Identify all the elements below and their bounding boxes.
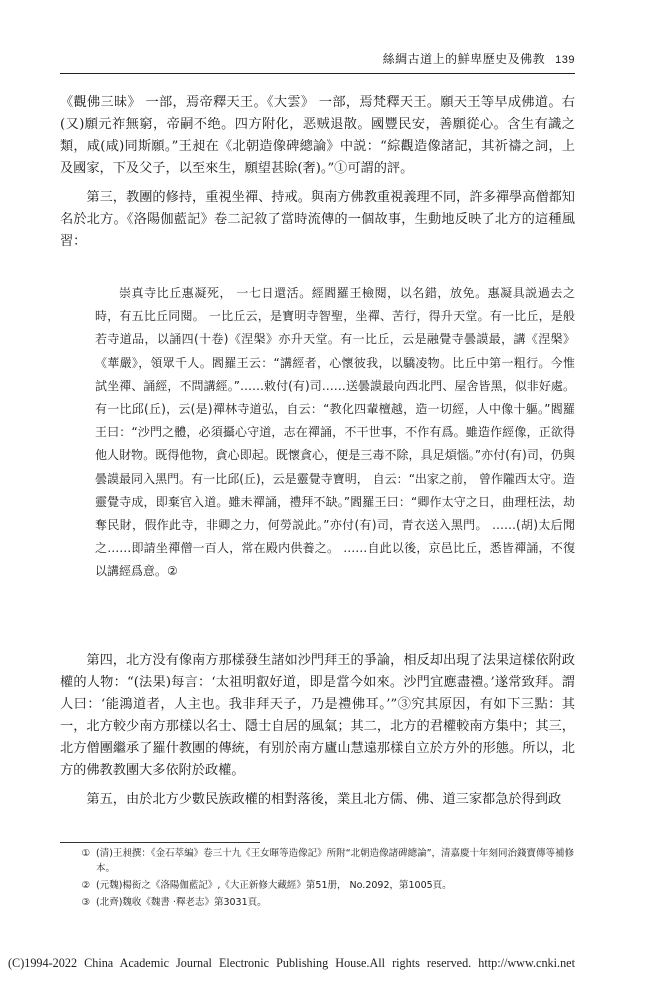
running-header	[60, 50, 575, 74]
footnote-divider	[60, 842, 260, 843]
paragraph-continuation: 《觀佛三昧》 一部，焉帝釋天王。《大雲》 一部，焉梵釋天王。願天王等早成佛道。右(又)願元祚無窮，帝嗣不绝。四方附化，恶贼退散。國豐民安，善願從心。含生有識之類，咸(咸)同斯願。”王昶在《北朝造像碑總論》中説：“綜觀造像諸記，其祈禱之詞，上及國家，下及父子，以至來生，願望甚賒(奢)。”①可謂的評。	[60, 95, 575, 176]
footnote	[60, 895, 575, 910]
footnote-text: (北齊)魏收《魏書 ·釋老志》第3031頁。	[96, 897, 267, 908]
copyright-line: (C)1994-2022 China Academic Journal Electronic Publishing House.All rights reserved. http://www.cnki.net	[8, 956, 575, 970]
paragraph-fifth-point: 第五，由於北方少數民族政權的相對落後，業且北方儒、佛、道三家都急於得到政	[86, 792, 562, 807]
page-number: 139	[555, 54, 575, 66]
footnote-mark: ②	[81, 880, 90, 891]
paragraph-fourth-point: 第四，北方没有像南方那樣發生諸如沙門拜王的爭論，相反却出現了法果這樣依附政權的人物：“(法果)每言：‘太祖明叡好道，即是當今如來。沙門宜應盡禮。’遂常致拜。謂人曰：‘能鴻道者，人主也。我非拜天子，乃是禮佛耳。’”③究其原因，有如下三點：其一，北方較少南方那樣以名士、隱士自居的風氣；其二，北方的君權較南方集中；其三，北方僧團繼承了羅什教團的傳統，有别於南方廬山慧遠那樣自立於方外的形態。所以，北方的佛教教團大多依附於政權。	[60, 653, 575, 778]
footnote-mark: ③	[81, 897, 90, 908]
block-quote	[95, 282, 575, 584]
body-text-bottom	[60, 650, 575, 818]
footnotes	[60, 846, 575, 912]
footnote-mark: ①	[81, 848, 90, 859]
footnote-text: (清)王昶撰：《金石萃編》卷三十九《王女暉等造像記》所附“北朝造像諸碑總論”，清嘉慶十年刻同治錢寶傳等補修本。	[96, 848, 575, 874]
quote-text: 崇真寺比丘惠凝死， 一七日還活。經閻羅王檢閱，以名錯，放免。惠凝具説過去之時，有五比丘同閱。 一比丘云，是寶明寺智聖，坐禪、苦行，得升天堂。有一比丘，是般若寺道品，以誦四(十卷)《涅槃》亦升天堂。有一比丘，云是融覺寺曇謨最，講《涅槃》《華嚴》，領眾千人。閻羅王云：“講經者，心懷彼我，以驕凌物。比丘中第一粗行。今惟試坐禪、誦經，不問講經。”……敕付(有)司……送曇謨最向西北門、屋舍皆黑，似非好處。有一比邱(丘)，云(是)禪林寺道弘，自云：“教化四輩檀越，造一切經，人中像十軀。”閻羅王曰：“沙門之體，必須攝心守道，志在禪誦，不干世事，不作有爲。雖造作經像，正欲得他人財物。既得他物，貪心即起。既懷貪心，便是三毒不除，具足煩惱。”亦付(有)司，仍與曇謨最同入黑門。有一比邱(丘)，云是靈覺寺寶明， 自云：“出家之前， 曾作隴西太守。造靈覺寺成，即棄官入道。雖未禪誦，禮拜不缺。”閻羅王曰：“卿作太守之日，曲理枉法，劫奪民財，假作此寺，非卿之力，何勞説此。”亦付(有)司，青衣送入黑門。 ……(胡)太后聞之……即請坐禪僧一百人，常在殿内供養之。 ……自此以後，京邑比丘，悉皆禪誦，不復以講經爲意。②	[95, 286, 575, 579]
footnote	[60, 846, 575, 876]
body-text-top	[60, 92, 575, 260]
footnote-text: (元魏)楊衒之《洛陽伽藍記》,《大正新修大藏經》第51册， No.2092，第1005頁。	[96, 880, 452, 891]
running-title: 絲綢古道上的鮮卑歷史及佛教	[382, 52, 546, 66]
footnote	[60, 878, 575, 893]
paragraph-third-point: 第三，教團的修持，重視坐禪、持戒。與南方佛教重視義理不同，許多禪學高僧都知名於北方。《洛陽伽藍記》卷二記敘了當時流傳的一個故事，生動地反映了北方的這種風習：	[60, 190, 575, 249]
